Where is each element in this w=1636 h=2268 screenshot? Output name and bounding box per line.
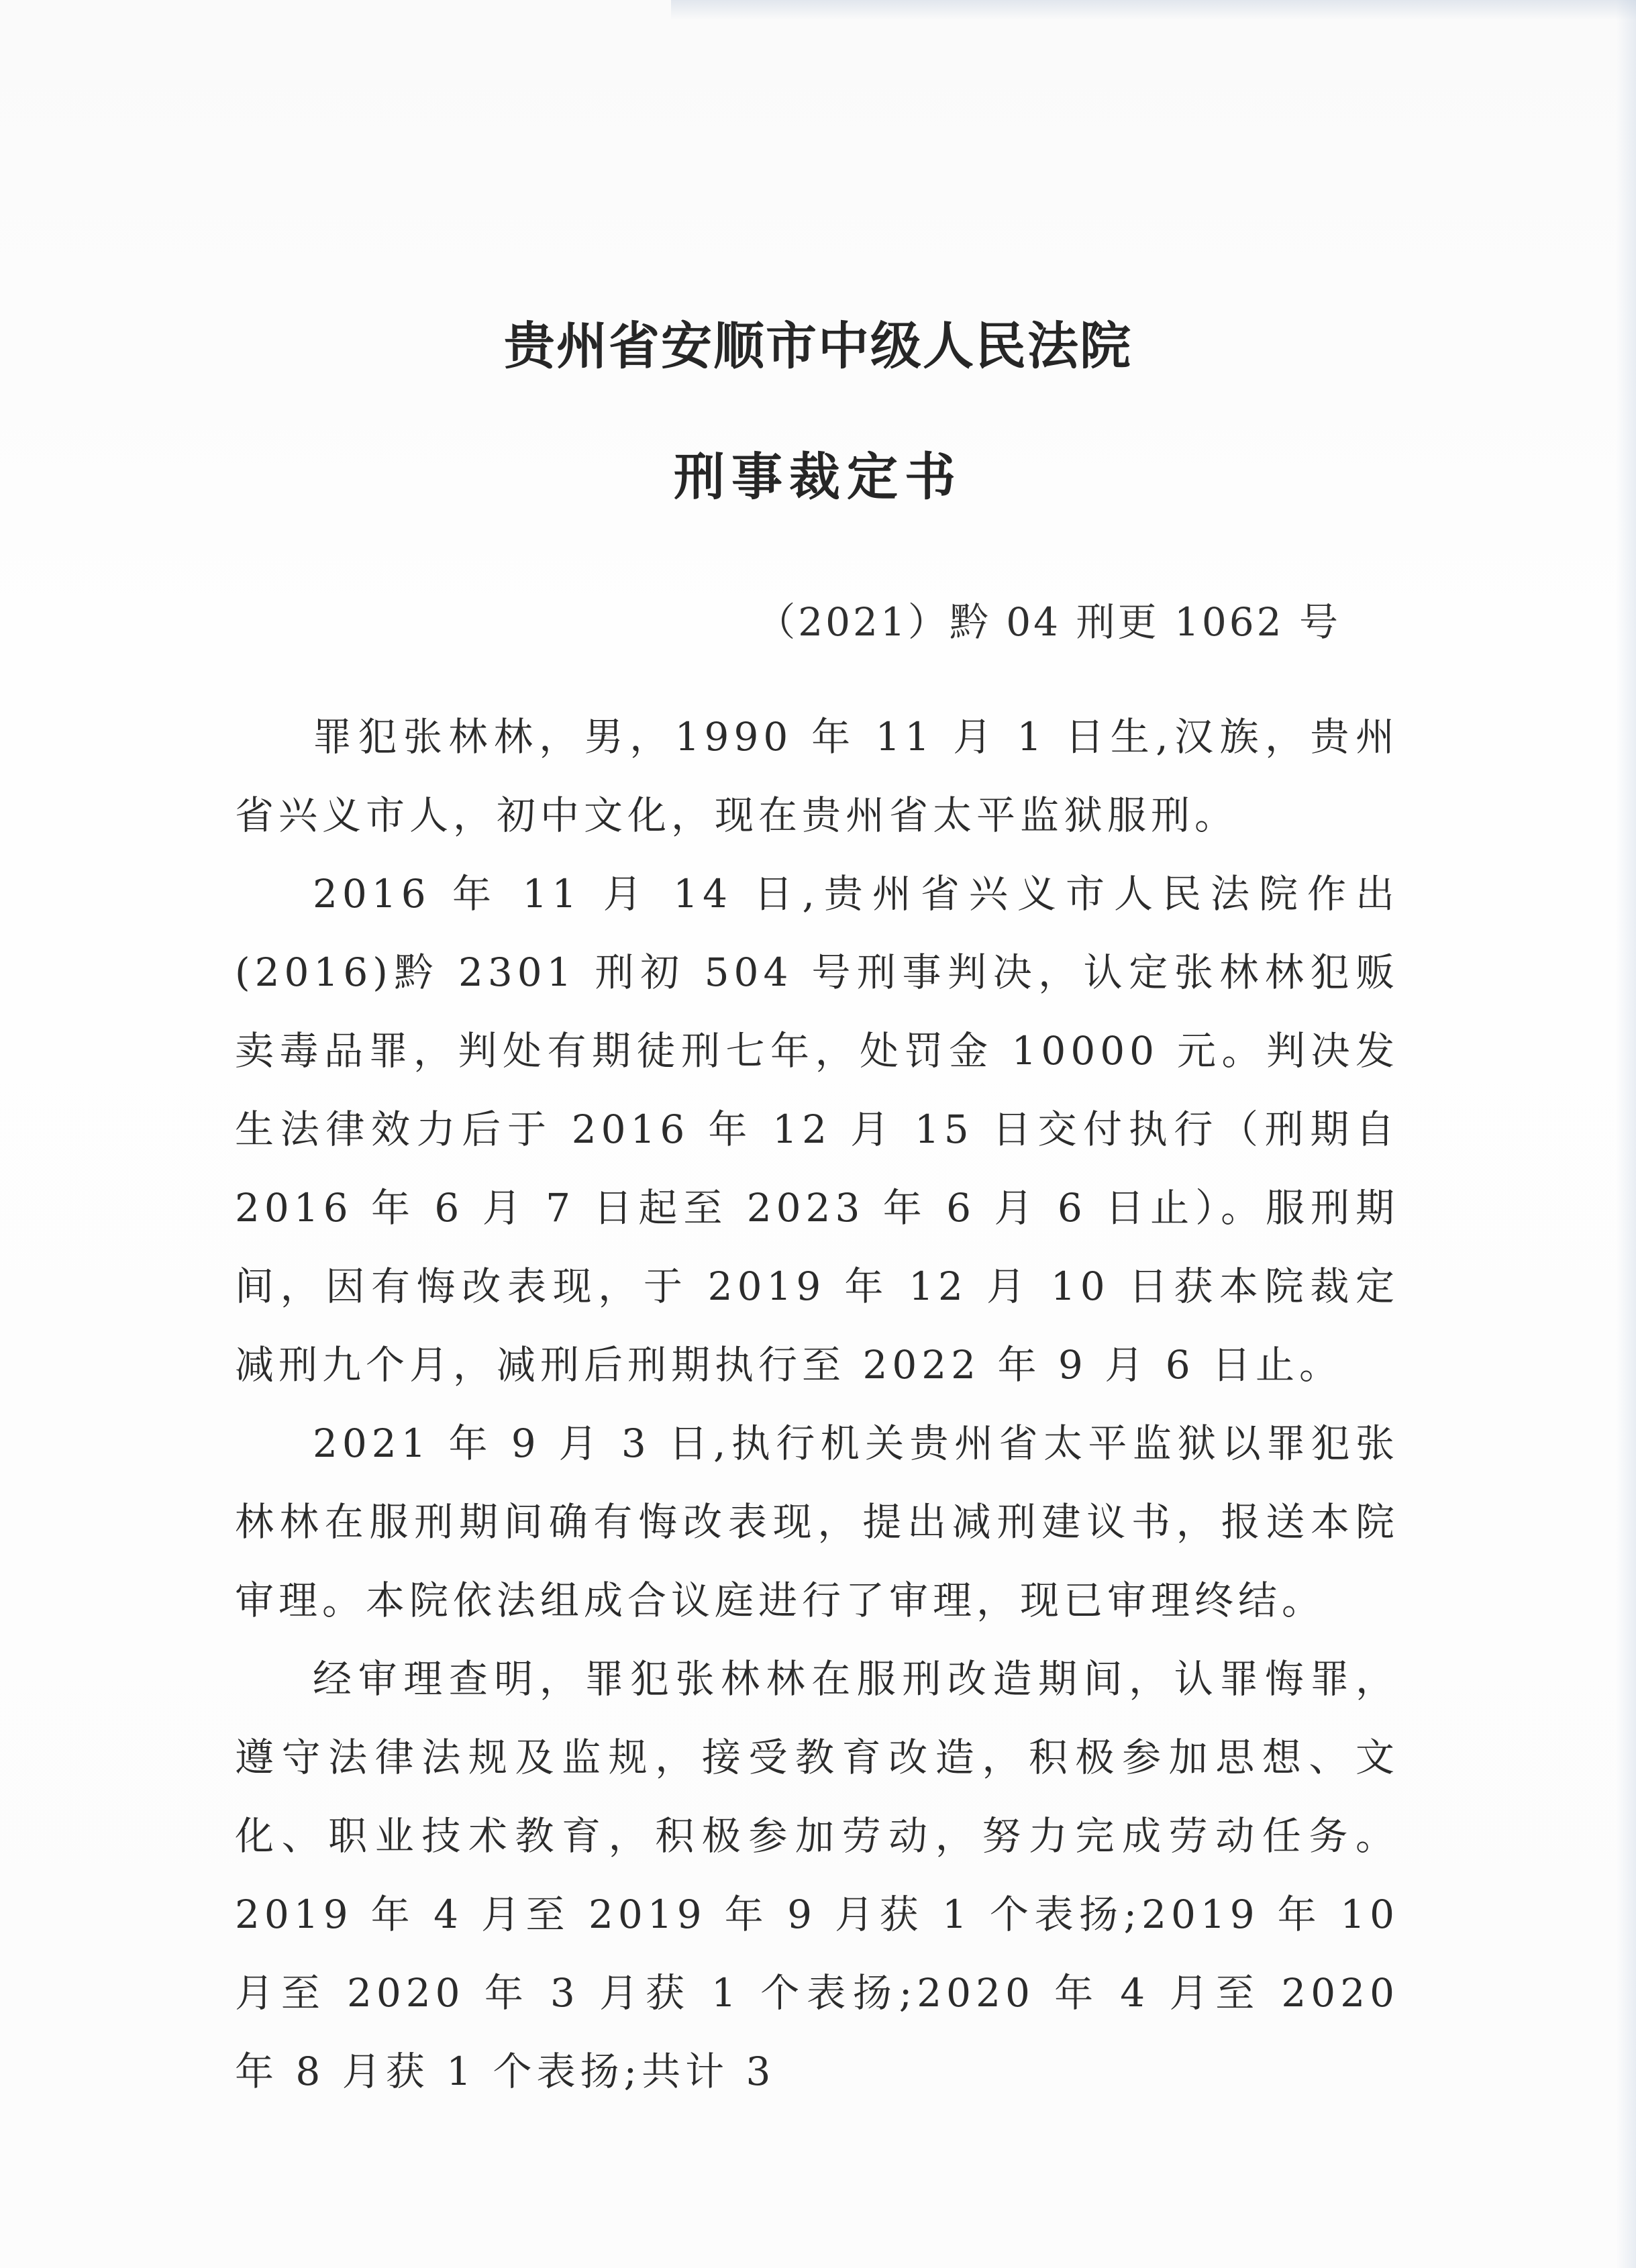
document-title: 刑事裁定书 (674, 447, 962, 507)
paragraph-findings: 经审理查明，罪犯张林林在服刑改造期间，认罪悔罪，遵守法律法规及监规，接受教育改造，积极参加思想、文化、职业技术教育，积极参加劳动，努力完成劳动任务。2019 年 4 月至 2019 年 9 月获 1 个表扬;2019 年 10 月至 2020 年 3 月获 1 个表扬;2020 年 4 月至 2020 年 8 月获 1 个表扬;共计 3 (235, 1656, 1399, 2094)
court-name: 贵州省安顺市中级人民法院 (504, 316, 1132, 376)
paragraph-original-judgment: 2016 年 11 月 14 日,贵州省兴义市人民法院作出(2016)黔 2301 刑初 504 号刑事判决，认定张林林犯贩卖毒品罪，判处有期徒刑七年，处罚金 10000 元。判决发生法律效力后于 2016 年 12 月 15 日交付执行（刑期自 2016 年 6 月 7 日起至 2023 年 6 月 6 日止）。服刑期间，因有悔改表现，于 2019 年 12 月 10 日获本院裁定减刑九个月，减刑后刑期执行至 2022 年 9 月 6 日止。 (235, 871, 1399, 1388)
document-body (235, 698, 1399, 2111)
scan-edge-top (671, 0, 1636, 20)
paragraph-commutation-proposal: 2021 年 9 月 3 日,执行机关贵州省太平监狱以罪犯张林林在服刑期间确有悔改表现，提出减刑建议书，报送本院审理。本院依法组成合议庭进行了审理，现已审理终结。 (235, 1421, 1399, 1623)
case-number: （2021）黔 04 刑更 1062 号 (756, 599, 1341, 645)
paragraph-defendant-info: 罪犯张林林，男，1990 年 11 月 1 日生,汉族，贵州省兴义市人，初中文化，现在贵州省太平监狱服刑。 (235, 714, 1399, 838)
